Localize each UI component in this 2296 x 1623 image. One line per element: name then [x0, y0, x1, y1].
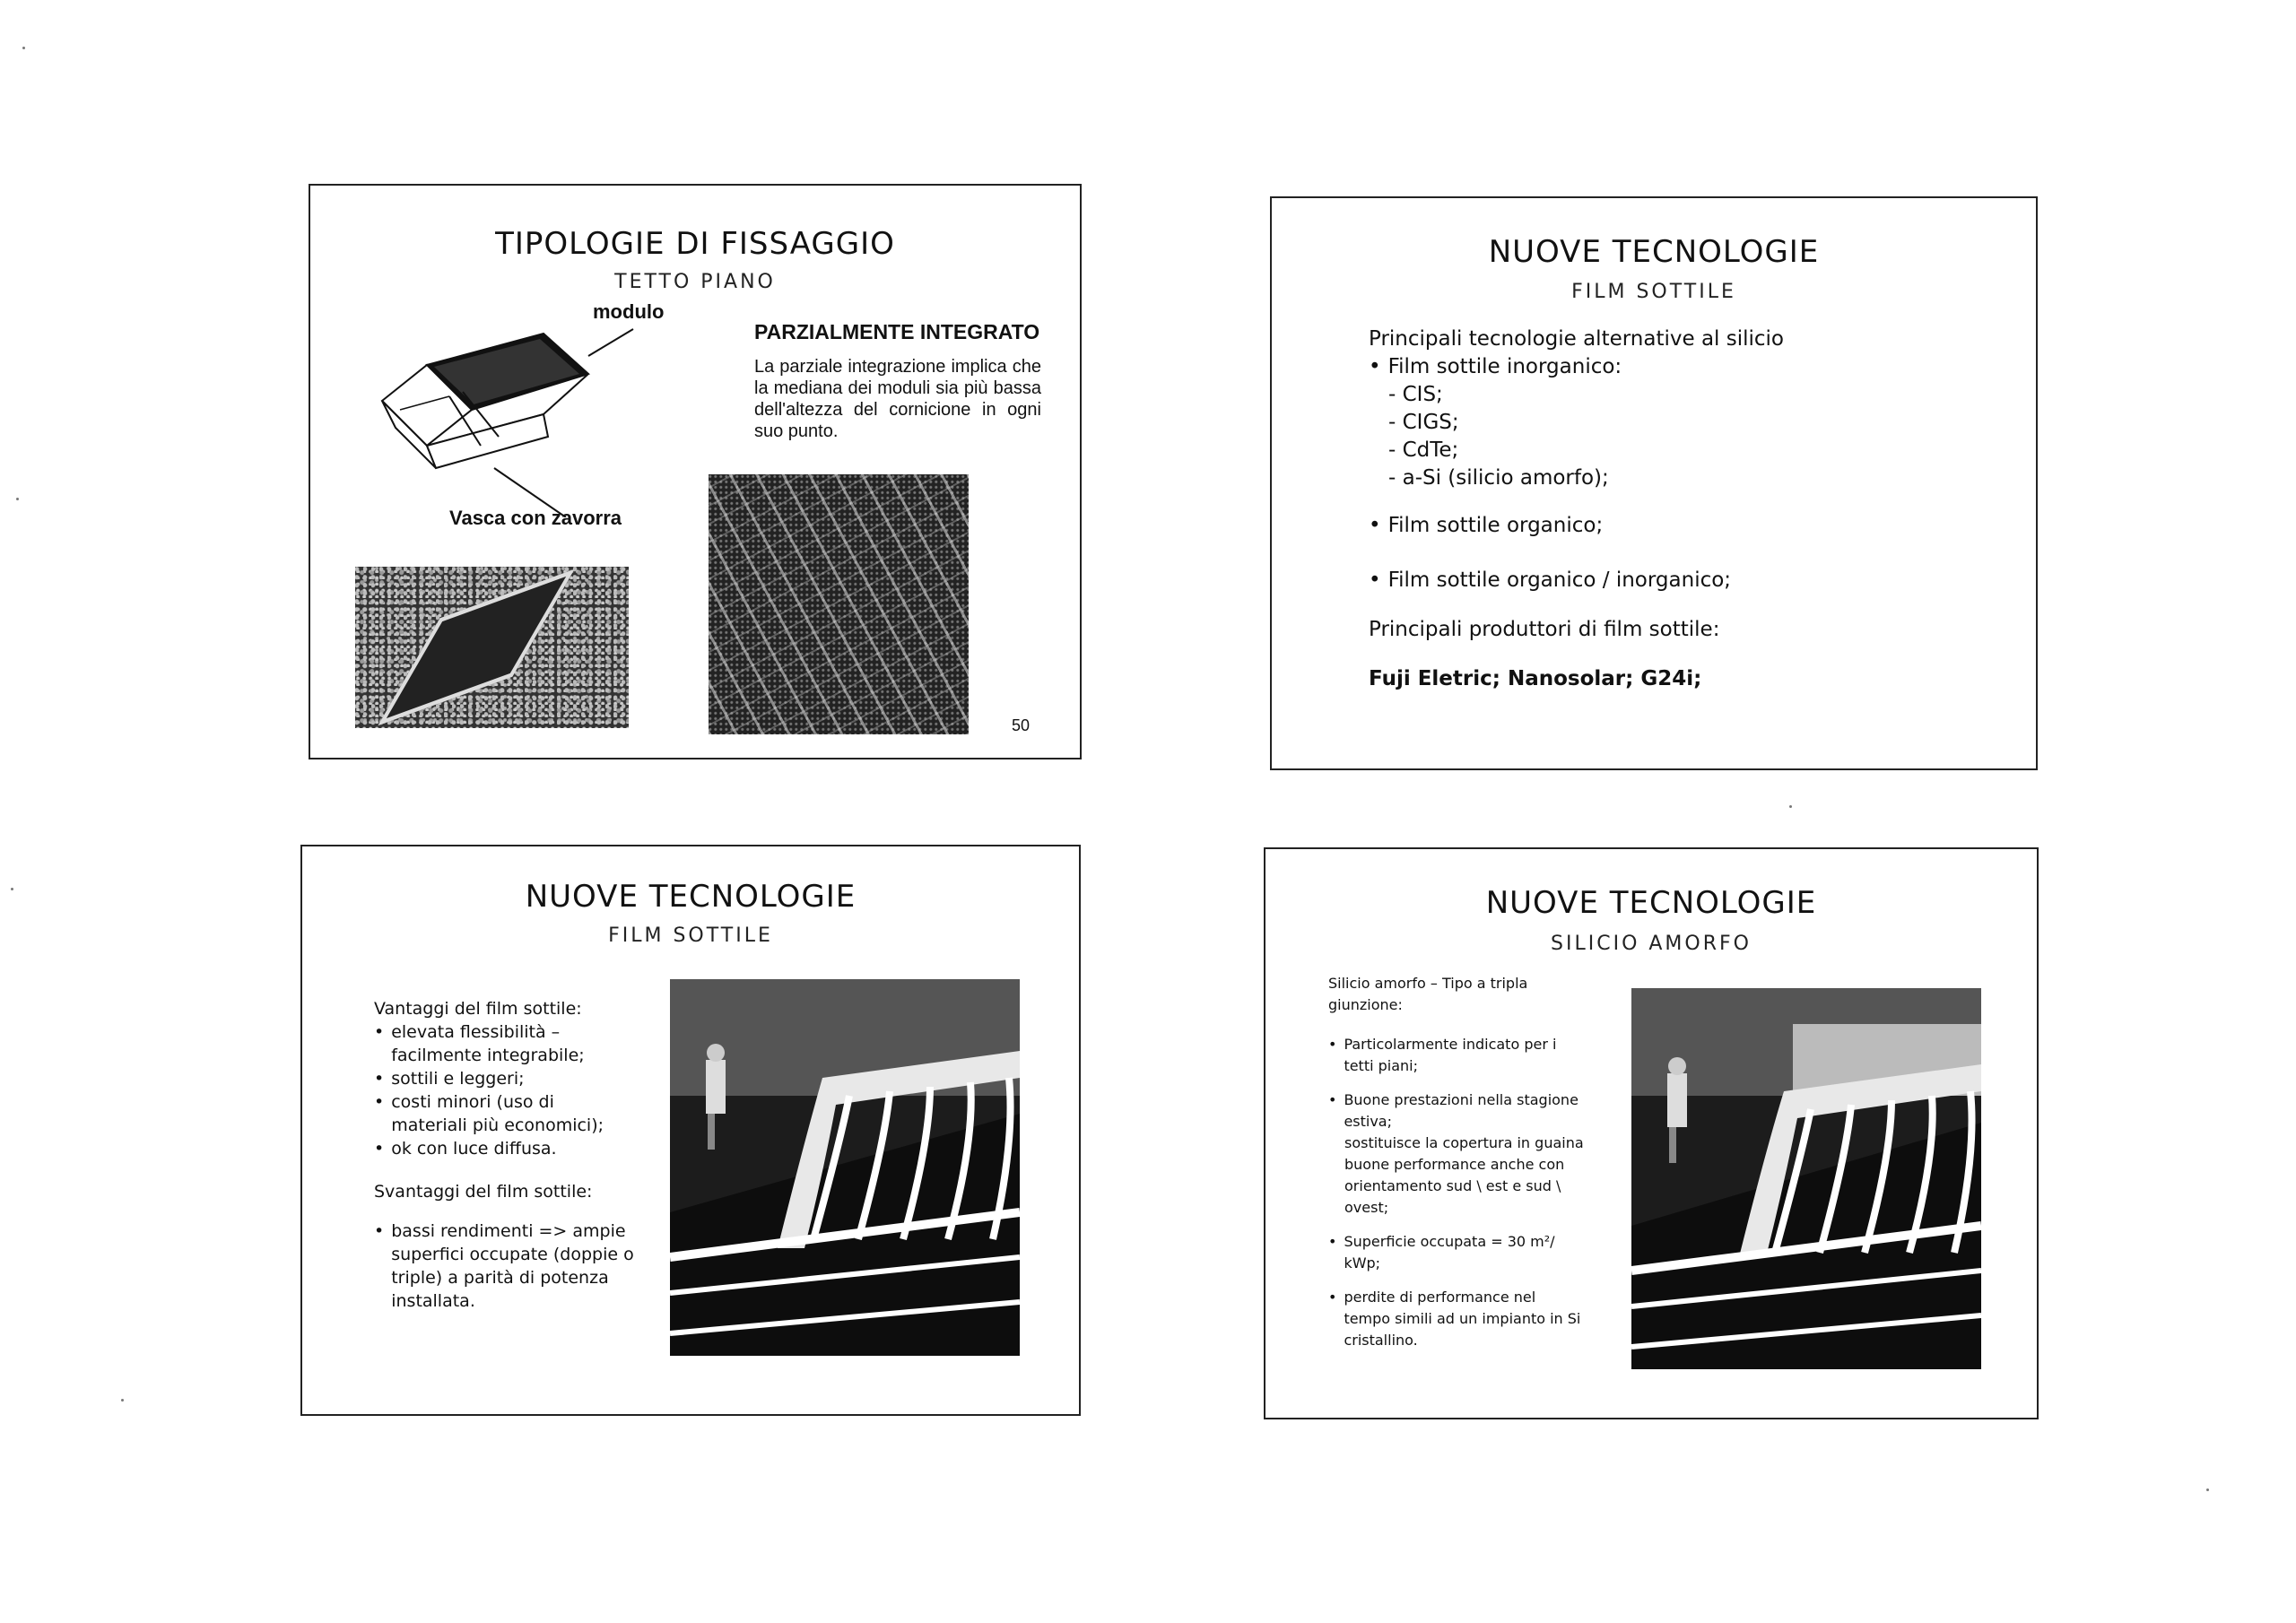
integration-description: La parziale integrazione implica che la mediana dei moduli sia più bassa dell'altezza del cornicione in ogni suo punto. — [754, 357, 1041, 441]
feature-item: • Superficie occupata = 30 m²/ kWp; — [1328, 1231, 1584, 1274]
advantages-block — [374, 997, 634, 1313]
bullet-inorganic: • Film sottile inorganico: — [1369, 353, 1784, 381]
sub-item: - CIS; — [1388, 383, 1443, 406]
advantage-item: • sottili e leggeri; — [374, 1067, 634, 1090]
slide-vantaggi-film-sottile — [300, 845, 1081, 1416]
slide-silicio-amorfo — [1264, 847, 2039, 1419]
feature-extra: buone performance anche con orientamento sud \ est e sud \ ovest; — [1344, 1156, 1565, 1216]
slide-title: NUOVE TECNOLOGIE — [525, 879, 857, 915]
sub-list — [1369, 381, 1784, 492]
scan-speck — [121, 1399, 124, 1402]
label-modulo: modulo — [593, 300, 665, 323]
photo-thin-film-rolls — [670, 979, 1020, 1356]
slide-nuove-tecnologie-film-sottile — [1270, 196, 2038, 770]
feature-item: • perdite di performance nel tempo simili ad un impianto in Si cristallino. — [1328, 1287, 1584, 1351]
sub-item: - CdTe; — [1388, 438, 1459, 462]
photo-ballast-module — [355, 567, 629, 728]
content-block — [1369, 325, 1784, 693]
slide-subtitle: SILICIO AMORFO — [1551, 933, 1752, 955]
label-vasca-zavorra: Vasca con zavorra — [449, 507, 622, 529]
intro-text: Principali tecnologie alternative al silicio — [1369, 327, 1784, 351]
slide-title: NUOVE TECNOLOGIE — [1485, 885, 1817, 921]
amorphous-block — [1328, 973, 1584, 1351]
disadvantage-item: • bassi rendimenti => ampie superfici occupate (doppie o triple) a parità di potenza installata. — [374, 1219, 634, 1313]
slide-subtitle: FILM SOTTILE — [1571, 281, 1736, 303]
photo-flat-roof-array — [709, 474, 969, 734]
slide-subtitle: TETTO PIANO — [614, 271, 776, 293]
slide-title: NUOVE TECNOLOGIE — [1488, 234, 1820, 270]
scan-speck — [16, 498, 19, 500]
feature-item: • Particolarmente indicato per i tetti piani; — [1328, 1034, 1584, 1077]
slide-title: TIPOLOGIE DI FISSAGGIO — [495, 226, 895, 262]
module-diagram — [364, 311, 642, 517]
advantage-item: • ok con luce diffusa. — [374, 1137, 634, 1160]
photo-amorphous-rolls — [1631, 988, 1981, 1369]
advantage-item: • elevata flessibilità – facilmente integrabile; — [374, 1020, 634, 1067]
bullet-organic: • Film sottile organico; — [1369, 512, 1784, 540]
producers-list: Fuji Eletric; Nanosolar; G24i; — [1369, 667, 1702, 690]
scan-speck — [2206, 1488, 2209, 1491]
advantages-heading: Vantaggi del film sottile: — [374, 999, 582, 1019]
advantage-item: • costi minori (uso di materiali più economici); — [374, 1090, 634, 1137]
scan-speck — [11, 888, 13, 890]
producers-heading: Principali produttori di film sottile: — [1369, 618, 1720, 641]
sub-item: - CIGS; — [1388, 411, 1459, 434]
heading-parzialmente-integrato: PARZIALMENTE INTEGRATO — [754, 320, 1040, 343]
slide-subtitle: FILM SOTTILE — [608, 924, 773, 947]
disadvantages-heading: Svantaggi del film sottile: — [374, 1182, 593, 1202]
scan-speck — [22, 47, 25, 49]
bullet-mixed: • Film sottile organico / inorganico; — [1369, 567, 1784, 595]
page-number: 50 — [1012, 716, 1031, 734]
feature-item: • Buone prestazioni nella stagione estiva; — [1328, 1089, 1584, 1133]
sub-item: - a-Si (silicio amorfo); — [1388, 466, 1609, 490]
scan-speck — [1789, 805, 1792, 808]
slide-tipologie-fissaggio — [309, 184, 1082, 759]
feature-extra: sostituisce la copertura in guaina — [1344, 1134, 1584, 1151]
intro-text: Silicio amorfo – Tipo a tripla giunzione: — [1328, 975, 1528, 1013]
